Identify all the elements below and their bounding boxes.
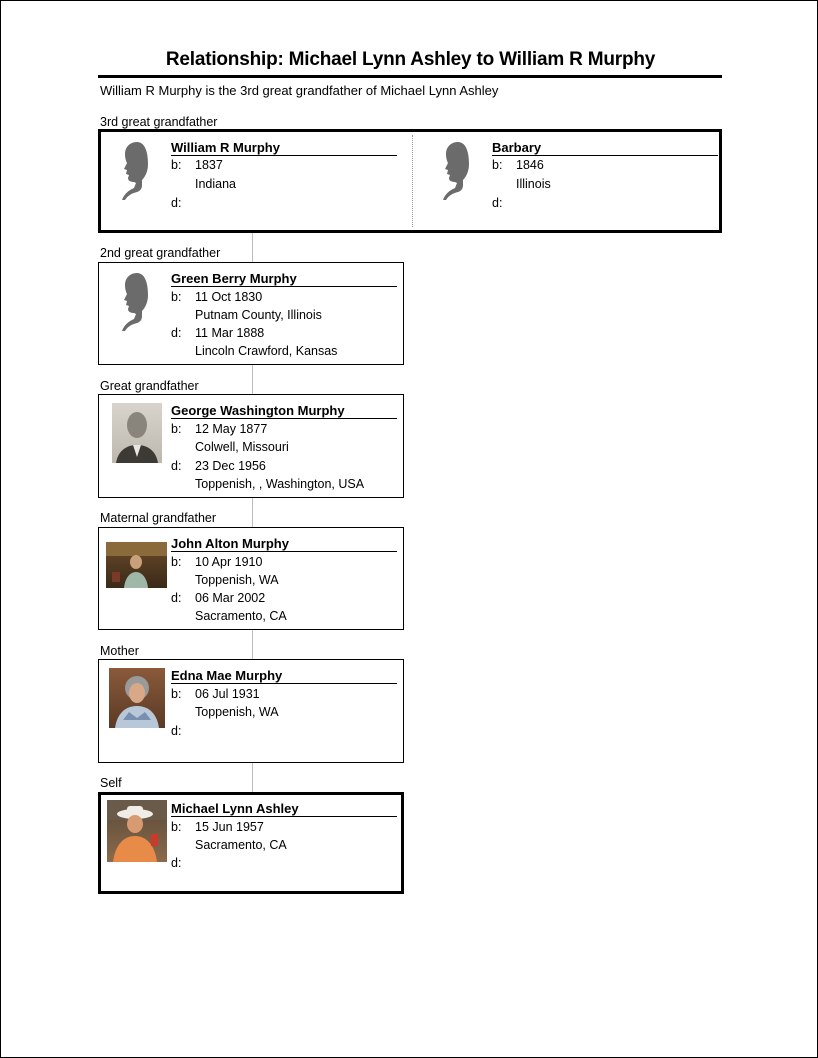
death-label: d: xyxy=(171,326,182,340)
person-card-john-alton-murphy[interactable] xyxy=(98,527,404,630)
silhouette-icon xyxy=(119,140,155,200)
generation-label: Self xyxy=(100,776,122,790)
birth-date: 15 Jun 1957 xyxy=(195,820,264,834)
connector-line xyxy=(252,630,253,660)
birth-date: 10 Apr 1910 xyxy=(195,555,263,569)
generation-label: Great grandfather xyxy=(100,379,199,393)
person-name: Edna Mae Murphy xyxy=(171,668,397,684)
connector-line xyxy=(252,498,253,528)
birth-date: 1837 xyxy=(195,158,223,172)
birth-place: Indiana xyxy=(195,177,237,191)
birth-date: 06 Jul 1931 xyxy=(195,687,260,701)
person-name: William R Murphy xyxy=(171,140,397,156)
person-name: Michael Lynn Ashley xyxy=(171,801,397,817)
birth-place: Illinois xyxy=(516,177,551,191)
person-card-edna-mae-murphy[interactable] xyxy=(98,659,404,763)
death-label: d: xyxy=(492,196,503,210)
relationship-summary: William R Murphy is the 3rd great grandfather of Michael Lynn Ashley xyxy=(100,83,499,98)
title-rule xyxy=(98,75,722,78)
birth-label: b: xyxy=(171,687,182,701)
connector-line xyxy=(252,232,253,263)
silhouette-icon xyxy=(119,271,155,331)
connector-line xyxy=(252,763,253,794)
connector-line xyxy=(252,364,253,395)
generation-label: 3rd great grandfather xyxy=(100,115,218,129)
death-label: d: xyxy=(171,459,182,473)
death-label: d: xyxy=(171,196,182,210)
birth-place: Toppenish, WA xyxy=(195,705,279,719)
death-label: d: xyxy=(171,856,182,870)
person-name: Barbary xyxy=(492,140,718,156)
generation-label: 2nd great grandfather xyxy=(100,246,221,260)
death-place: Toppenish, , Washington, USA xyxy=(195,477,365,491)
birth-date: 12 May 1877 xyxy=(195,422,268,436)
person-name: John Alton Murphy xyxy=(171,536,397,552)
couple-box[interactable] xyxy=(98,129,722,233)
death-place: Lincoln Crawford, Kansas xyxy=(195,344,338,358)
generation-label: Maternal grandfather xyxy=(100,511,217,525)
death-place: Sacramento, CA xyxy=(195,609,287,623)
portrait-photo xyxy=(112,403,162,463)
person-card-green-berry-murphy[interactable] xyxy=(98,262,404,365)
page-title: Relationship: Michael Lynn Ashley to William R Murphy xyxy=(165,49,656,70)
birth-label: b: xyxy=(171,820,182,834)
birth-place: Colwell, Missouri xyxy=(195,440,289,454)
birth-label: b: xyxy=(171,422,182,436)
birth-label: b: xyxy=(171,290,182,304)
person-card-george-washington-murphy[interactable] xyxy=(98,394,404,498)
death-label: d: xyxy=(171,724,182,738)
couple-divider xyxy=(412,135,413,227)
birth-label: b: xyxy=(492,158,503,172)
death-date: 23 Dec 1956 xyxy=(195,459,266,473)
silhouette-icon xyxy=(440,140,476,200)
birth-place: Sacramento, CA xyxy=(195,838,287,852)
portrait-photo xyxy=(109,668,165,728)
birth-place: Toppenish, WA xyxy=(195,573,279,587)
birth-date: 11 Oct 1830 xyxy=(195,290,263,304)
portrait-photo xyxy=(106,542,167,588)
death-date: 11 Mar 1888 xyxy=(195,326,265,340)
death-date: 06 Mar 2002 xyxy=(195,591,266,605)
person-card-michael-lynn-ashley[interactable] xyxy=(98,792,404,894)
generation-label: Mother xyxy=(100,644,139,658)
person-name: Green Berry Murphy xyxy=(171,271,397,287)
portrait-photo xyxy=(107,800,167,862)
death-label: d: xyxy=(171,591,182,605)
person-name: George Washington Murphy xyxy=(171,403,397,419)
birth-label: b: xyxy=(171,158,182,172)
birth-label: b: xyxy=(171,555,182,569)
birth-place: Putnam County, Illinois xyxy=(195,308,322,322)
birth-date: 1846 xyxy=(516,158,544,172)
